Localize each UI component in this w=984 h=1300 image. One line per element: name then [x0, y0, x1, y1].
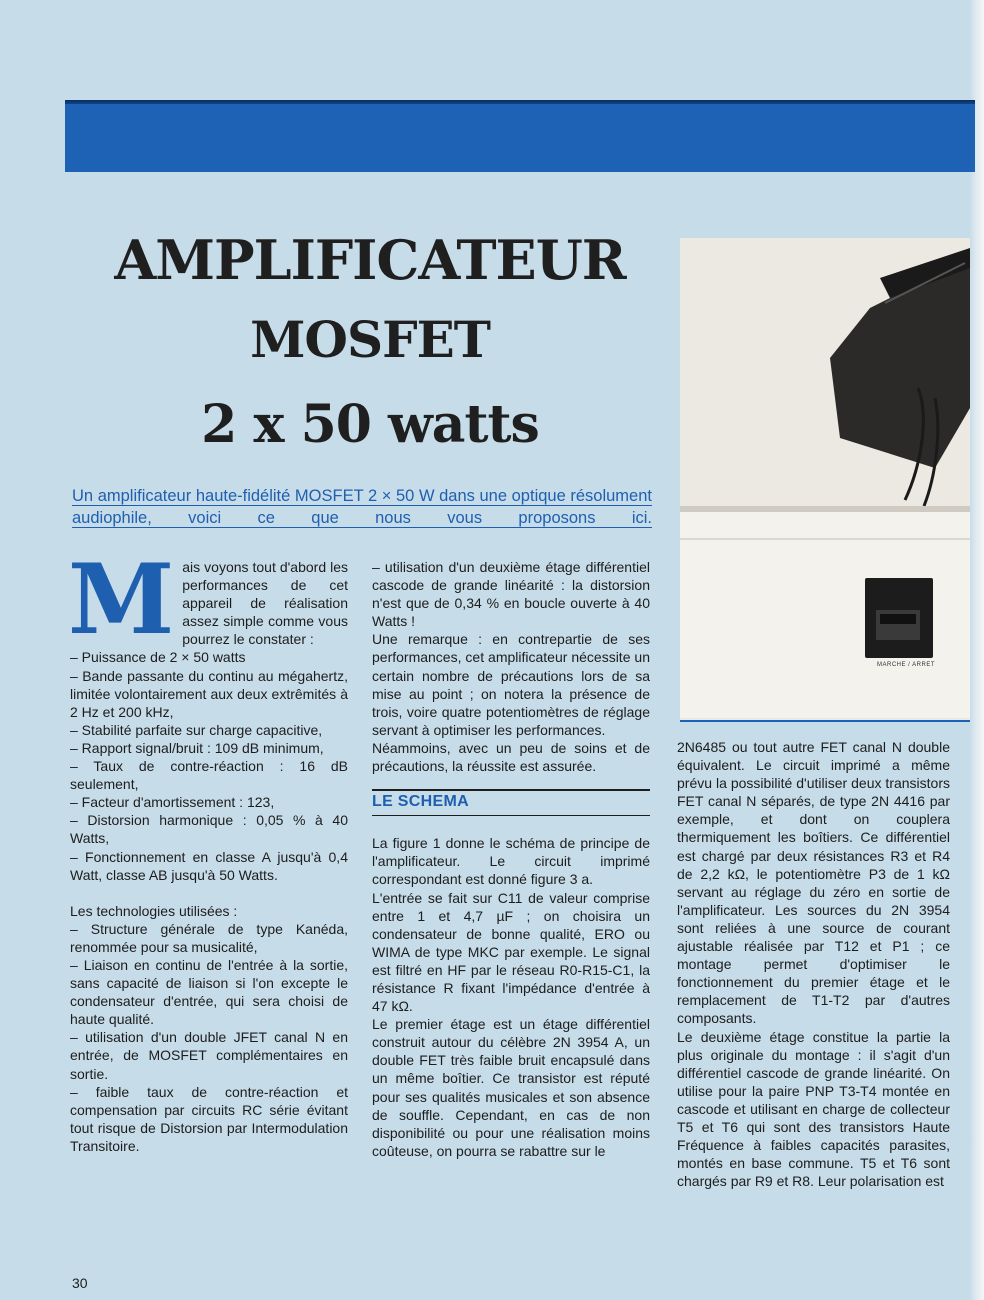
- technology-item: – utilisation d'un double JFET canal N en entrée, de MOSFET complémentaires en sortie.: [70, 1029, 348, 1082]
- section-heading: LE SCHEMA: [372, 789, 650, 816]
- paragraph-gap: [70, 884, 348, 902]
- body-paragraph: La figure 1 donne le schéma de principe de l'amplificateur. Le circuit imprimé correspondant est donné figure 3 a.: [372, 835, 650, 888]
- text-column-1: [68, 543, 348, 1155]
- body-paragraph: Néammoins, avec un peu de soins et de précautions, la réussite est assurée.: [372, 739, 650, 775]
- body-paragraph: – utilisation d'un deuxième étage différentiel cascode de grande linéarité : la distorsion n'est que de 0,34 % en boucle ouverte à 40 Watts !: [372, 559, 650, 630]
- performance-item: – Rapport signal/bruit : 109 dB minimum,: [70, 739, 324, 756]
- technologies-heading: Les technologies utilisées :: [70, 902, 238, 919]
- body-paragraph: 2N6485 ou tout autre FET canal N double équivalent. Le circuit imprimé a même prévu la possibilité d'utiliser deux transistors FET canal N séparés, de type 2N 4416 par exemple, et dont on couplera thermiquement les boîtiers. Ce différentiel est chargé par deux résistances R3 et R4 de 2,2 kΩ, le potentiomètre P3 de 1 kΩ servant au réglage du zéro en sortie de l'amplificateur. Les sources du 2N 3954 sont reliées à une source de courant ajustable réalisée par T12 et P1 ; ce montage permet d'optimiser le fonctionnement du premier étage et le remplacement de T1-T2 par d'autres composants.: [677, 739, 950, 1027]
- text-column-2: [372, 558, 650, 1160]
- performance-item: – Stabilité parfaite sur charge capacitive,: [70, 721, 323, 738]
- body-paragraph: Le premier étage est un étage différentiel construit autour du célèbre 2N 3954 A, un double FET très faible bruit encapsulé dans un même boîtier. Ce transistor est réputé pour ses qualités musicales et son absence de souffle. Cependant, en cas de non disponibilité ou pour une réalisation moins coûteuse, on pourra se rabattre sur le: [372, 1016, 650, 1159]
- technology-item: – Liaison en continu de l'entrée à la sortie, sans capacité de liaison si l'on excepte le condensateur d'entrée, qui sera choisi de haute qualité.: [70, 956, 348, 1028]
- power-switch-label: MARCHE / ARRET: [876, 662, 935, 668]
- body-paragraph: Le deuxième étage constitue la partie la plus originale du montage : il s'agit d'un différentiel cascode de grande linéarité. On utilise pour la paire PNP T3-T4 montée en cascode et utilisant en charge de collecteur T5 et T6 qui sont des transistors Haute Fréquence à faibles capacités parasites, montés en base commune. T5 et T6 sont chargés par R9 et R8. Leur polarisation est: [677, 1028, 950, 1190]
- page-number: 30: [72, 1275, 88, 1291]
- performance-item: – Bande passante du continu au mégahertz, limitée volontairement aux deux extrêmités à 2 Hz et 200 kHz,: [70, 667, 348, 720]
- intro-paragraph: ais voyons tout d'abord les performances de cet appareil de réalisation assez simple comme vous pourrez le constater :: [182, 559, 348, 648]
- performance-item: – Fonctionnement en classe A jusqu'à 0,4 Watt, classe AB jusqu'à 50 Watts.: [70, 848, 348, 883]
- performance-item: – Puissance de 2 × 50 watts: [70, 649, 246, 666]
- subtitle-text: Un amplificateur haute-fidélité MOSFET 2 × 50 W dans une optique résolument audiophile, voici ce que nous vous proposons ici.: [72, 487, 652, 527]
- technology-item: – faible taux de contre-réaction et compensation par circuits RC série évitant tout risque de Distorsion par Intermodulation Transitoire.: [70, 1083, 348, 1154]
- body-paragraph: L'entrée se fait sur C11 de valeur comprise entre 1 et 4,7 µF ; on choisira un condensateur de bonne qualité, ERO ou WIMA de type MKC par exemple. Le signal est filtré en HF par le réseau R0-R15-C1, la résistance R fixant l'impédance d'entrée à 47 kΩ.: [372, 889, 650, 1015]
- amplifier-photo-illustration: [680, 238, 970, 722]
- body-paragraph: Une remarque : en contrepartie de ses performances, cet amplificateur nécessite un certain nombre de précautions lors de sa mise au point ; on notera la présence de trois, voire quatre potentiomètres de réglage servant à optimiser les performances.: [372, 631, 650, 738]
- performance-item: – Facteur d'amortissement : 123,: [70, 794, 275, 811]
- article-subtitle: [72, 485, 652, 529]
- performance-item: – Taux de contre-réaction : 16 dB seulement,: [70, 758, 348, 793]
- text-column-3: [677, 738, 950, 1190]
- title-line-1: AMPLIFICATEUR: [114, 228, 626, 292]
- title-line-3: 2 x 50 watts: [201, 394, 539, 455]
- dropcap-letter: M: [68, 543, 175, 656]
- page-edge-shadow: [970, 0, 984, 1300]
- photo-shadow-bar: [680, 720, 970, 722]
- title-line-2: MOSFET: [250, 310, 490, 369]
- header-color-band: [65, 102, 975, 172]
- amplifier-photo: [680, 238, 970, 722]
- technology-item: – Structure générale de type Kanéda, renommée pour sa musicalité,: [70, 920, 348, 955]
- performance-item: – Distorsion harmonique : 0,05 % à 40 Watts,: [70, 812, 348, 847]
